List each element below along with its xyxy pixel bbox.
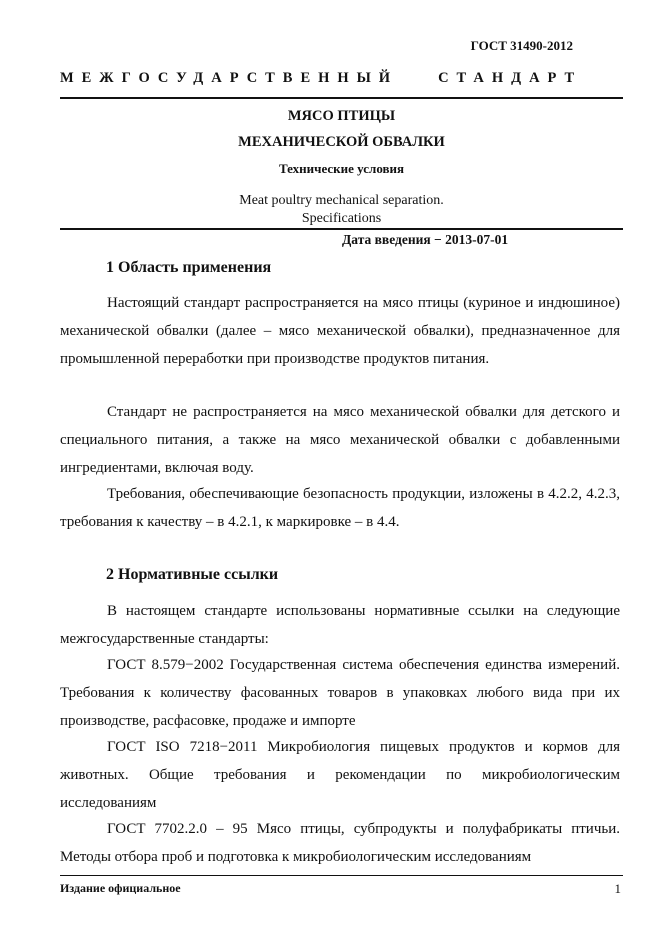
reference-item: ГОСТ 7702.2.0 – 95 Мясо птицы, субпродукты и полуфабрикаты птичьи. Методы отбора проб и подготовка к микробиологическим исследованиям (60, 821, 620, 865)
standard-banner (60, 70, 620, 87)
references-paragraph: В настоящем стандарте использованы нормативные ссылки на следующие межгосударственные стандарты: (60, 603, 620, 647)
english-title-line1: Meat poultry mechanical separation. (239, 193, 444, 208)
scope-paragraph: Настоящий стандарт распространяется на мясо птицы (куриное и индюшиное) механической обвалки (далее – мясо механической обвалки), предназначенное для промышленной переработки при производстве продуктов питания. (60, 295, 620, 367)
document-subtitle: Технические условия (278, 161, 405, 176)
english-title-line2: Specifications (301, 211, 382, 226)
header-divider (60, 97, 623, 99)
document-number: ГОСТ 31490-2012 (470, 38, 573, 53)
scope-paragraph: Требования, обеспечивающие безопасность продукции, изложены в 4.2.2, 4.2.3, требования к качеству – в 4.2.1, к маркировке – в 4.4. (60, 486, 620, 530)
title-divider (60, 228, 623, 230)
section-heading-scope: 1 Область применения (106, 259, 272, 276)
document-title-line1: МЯСО ПТИЦЫ (287, 108, 396, 124)
page-number: 1 (614, 881, 621, 896)
banner-word-standard: СТАНДАРТ (438, 70, 583, 86)
document-title-line2: МЕХАНИЧЕСКОЙ ОБВАЛКИ (238, 134, 445, 150)
banner-word-interstate: МЕЖГОСУДАРСТВЕННЫЙ (60, 70, 399, 86)
reference-item: ГОСТ 8.579−2002 Государственная система обеспечения единства измерений. Требования к количеству фасованных товаров в упаковках любого вида при их производстве, расфасовке, продаже и импорте (60, 657, 620, 729)
reference-item: ГОСТ ISO 7218−2011 Микробиология пищевых продуктов и кормов для животных. Общие требования и рекомендации по микробиологическим исследованиям (60, 739, 620, 811)
official-edition-label: Издание официальное (60, 881, 181, 895)
scope-paragraph: Стандарт не распространяется на мясо механической обвалки для детского и специального питания, а также на мясо механической обвалки с добавленными ингредиентами, включая воду. (60, 404, 620, 476)
introduction-date: Дата введения − 2013-07-01 (342, 232, 509, 247)
footer-divider (60, 875, 623, 876)
section-heading-references: 2 Нормативные ссылки (106, 566, 279, 583)
